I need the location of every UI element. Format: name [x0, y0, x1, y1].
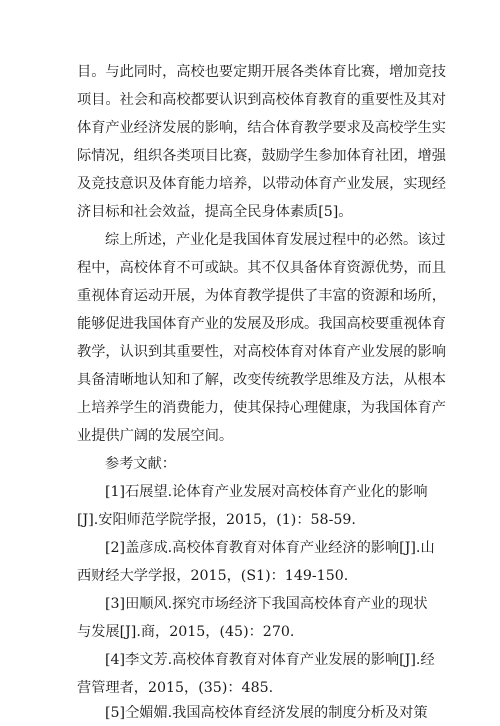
text-line: 项目。社会和高校都要认识到高校体育教育的重要性及其对 [77, 92, 446, 108]
text-line: 能够促进我国体育产业的发展及形成。我国高校要重视体育 [77, 316, 446, 332]
references-heading: 参考文献： [105, 456, 176, 472]
text-line: 目。与此同时，高校也要定期开展各类体育比赛，增加竞技 [77, 64, 446, 80]
text-line: 重视体育运动开展，为体育教学提供了丰富的资源和场所， [77, 288, 446, 304]
reference-3: [3]田顺风.探究市场经济下我国高校体育产业的现状 [105, 596, 428, 612]
text-line: 及竞技意识及体育能力培养，以带动体育产业发展，实现经 [77, 176, 446, 192]
paragraph-first-line: 综上所述，产业化是我国体育发展过程中的必然。该过 [105, 232, 446, 248]
reference-2: [2]盖彦成.高校体育教育对体育产业经济的影响[J].山 [105, 540, 435, 556]
text-line: 济目标和社会效益，提高全民身体素质[5]。 [77, 204, 353, 220]
reference-5: [5]仝媚媚.我国高校体育经济发展的制度分析及对策 [105, 705, 428, 721]
text-line: 上培养学生的消费能力，使其保持心理健康，为我国体育产 [77, 400, 446, 416]
reference-1: [1]石展望.论体育产业发展对高校体育产业化的影响 [105, 484, 428, 500]
text-line: 体育产业经济发展的影响，结合体育教学要求及高校学生实 [77, 120, 446, 136]
reference-4: [4]李文芳.高校体育教育对体育产业发展的影响[J].经 [105, 652, 435, 668]
text-line: 教学，认识到其重要性，对高校体育对体育产业发展的影响 [77, 344, 446, 360]
reference-1-cont: [J].安阳师范学院学报，2015，(1)：58-59. [77, 512, 356, 528]
text-line: 业提供广阔的发展空间。 [77, 428, 234, 444]
text-line: 程中，高校体育不可或缺。其不仅具备体育资源优势，而且 [77, 260, 446, 276]
text-line: 具备清晰地认知和了解，改变传统教学思维及方法，从根本 [77, 372, 446, 388]
reference-3-cont: 与发展[J].商，2015，(45)：270. [77, 624, 295, 640]
reference-4-cont: 营管理者，2015，(35)：485. [77, 680, 274, 696]
text-line: 际情况，组织各类项目比赛，鼓励学生参加体育社团，增强 [77, 148, 446, 164]
reference-2-cont: 西财经大学学报，2015，(S1)：149-150. [77, 568, 349, 584]
